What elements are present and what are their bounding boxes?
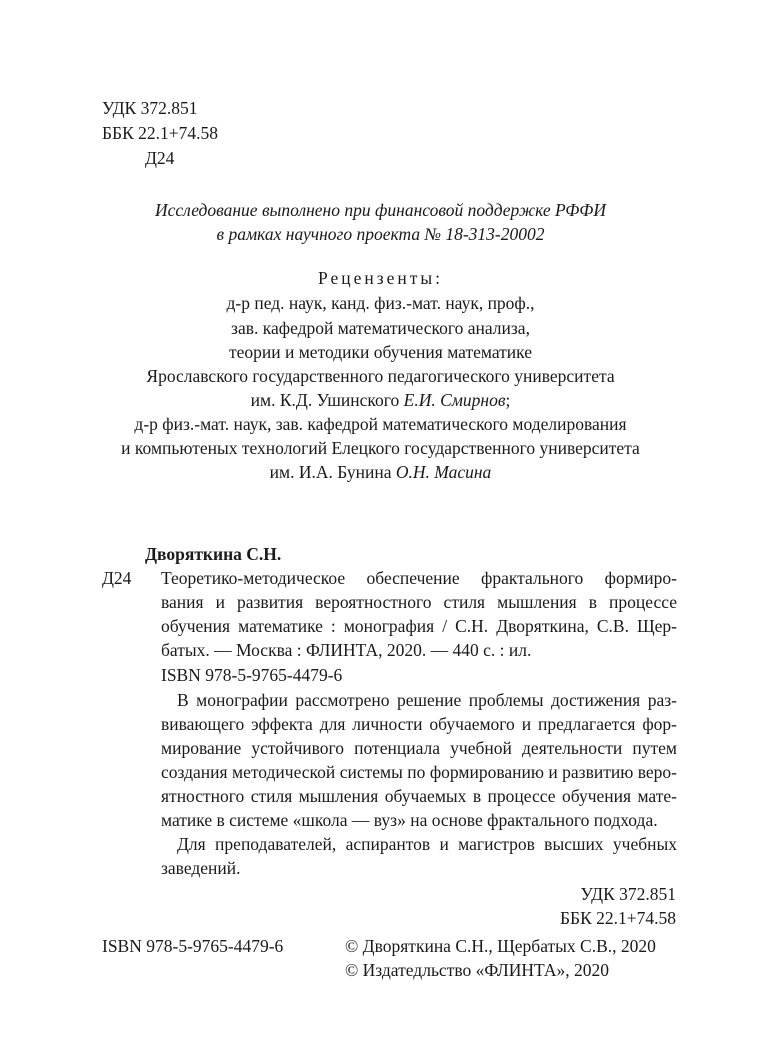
record-isbn: ISBN 978-5-9765-4479-6 [161,665,343,685]
abstract-line-1 [161,690,677,711]
audience-line-1-text: Для преподавателей, аспирантов и магистров высших учебных [177,834,677,854]
record-desc-line-1: Теоретико-методическое обеспечение фрактального формиро- [161,568,677,588]
reviewer-2-name: О.Н. Масина [395,462,492,482]
record-desc-line-3: обучения математике : монография / С.Н. Дворяткина, С.В. Щер- [161,616,677,636]
udk-code-top: УДК 372.851 [102,98,198,118]
record-mark: Д24 [102,568,132,588]
udk-code-bottom: УДК 372.851 [580,884,676,904]
copyright-authors: © Дворяткина С.Н., Щербатых С.В., 2020 [345,936,656,956]
bbk-code-bottom: ББК 22.1+74.58 [559,908,676,928]
reviewer-line-4: Ярославского государственного педагогического университета [146,366,615,386]
reviewer-line-3: теории и методики обучения математике [228,342,533,362]
reviewer-1-separator: ; [505,390,511,410]
bbk-code-top: ББК 22.1+74.58 [102,123,219,143]
audience-line-1 [161,834,677,855]
reviewers-heading: Рецензенты: [317,268,444,288]
abstract-line-5: ятностного стиля мышления обучаемых в процессе обучения мате- [161,786,677,806]
record-desc-line-4: батых. — Москва : ФЛИНТА, 2020. — 440 с. : ил. [161,640,532,660]
abstract-line-1-text: В монографии рассмотрено решение проблемы достижения раз- [177,690,677,710]
abstract-line-3: мирование устойчивого потенциала учебной деятельности путем [161,738,677,758]
footer-isbn: ISBN 978-5-9765-4479-6 [102,936,284,956]
record-author: Дворяткина С.Н. [145,544,282,564]
record-desc-line-2: вания и развития вероятностного стиля мышления в процессе [161,592,677,612]
abstract-line-6: матике в системе «школа — вуз» на основе фрактального подхода. [161,810,658,830]
reviewer-line-1: д-р пед. наук, канд. физ.-мат. наук, проф., [226,293,535,313]
audience-line-2: заведений. [161,858,241,878]
funding-line-2: в рамках научного проекта № 18-313-20002 [216,224,545,244]
copyright-publisher: © Издатедльство «ФЛИНТА», 2020 [345,960,609,980]
author-mark-top: Д24 [145,148,175,168]
reviewer-1-affiliation: им. К.Д. Ушинского [250,390,404,410]
abstract-line-4: создания методической системы по формированию и развитию веро- [161,762,677,782]
reviewer-line-8 [0,462,761,483]
reviewer-line-5 [0,390,761,411]
funding-line-1: Исследование выполнено при финансовой поддержке РФФИ [154,200,607,220]
abstract-line-2: вивающего эффекта для личности обучаемого и предлагается фор- [161,714,677,734]
reviewer-line-7: и компьютеных технологий Елецкого государственного университета [121,438,640,458]
reviewer-1-name: Е.И. Смирнов [403,390,506,410]
reviewer-line-6: д-р физ.-мат. наук, зав. кафедрой математического моделирования [134,414,627,434]
reviewer-2-affiliation: им. И.А. Бунина [269,462,396,482]
reviewer-line-2: зав. кафедрой математического анализа, [231,318,530,338]
